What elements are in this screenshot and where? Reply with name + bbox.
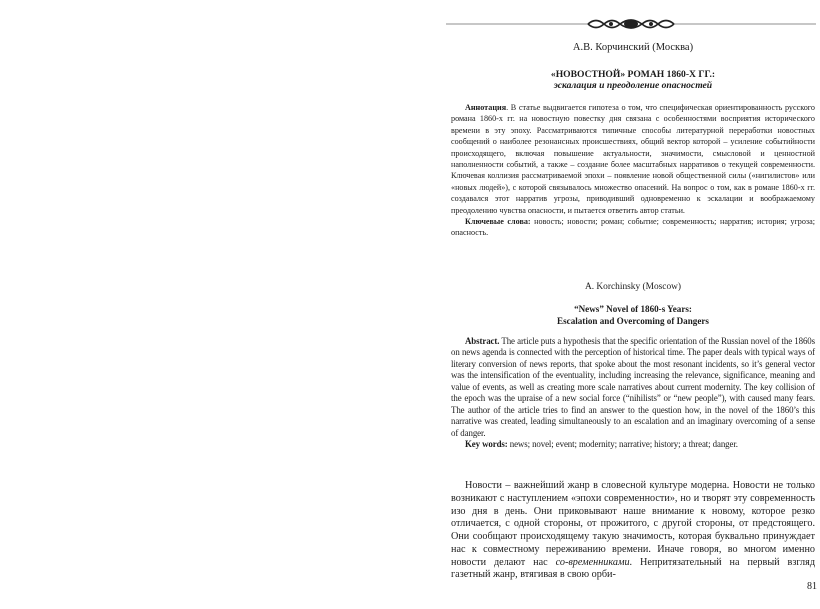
article-title-en — [451, 304, 815, 327]
article-subtitle-ru: эскалация и преодоление опасностей — [553, 80, 713, 91]
annotation-ru — [451, 102, 815, 239]
header-ornament-icon — [446, 17, 816, 31]
abstract-text: The article puts a hypothesis that the specific orientation of the Russian novel of the 1860s on news agenda is connected with the perception of historical time. The paper deals with typical ways of literary conversion of news reports, that spoke about the most resonant incidents, so it’s general vector was the intensification of the eventuality, including increasing the relevance, significance, meaning and value of events, as well as creating more scale narratives about current modernity. The key collision of the epoch was the upraise of a new social force (“nihilists” or “new people”), with caused many fears. The author of the article tries to find an answer to the question how, in the novel of the 1860’s this narrative was created, leading simultaneously to an escalation and an imaginary overcoming of a sense of danger. — [451, 336, 815, 438]
author-en: A. Korchinsky (Moscow) — [584, 282, 682, 292]
body-italic-term: со-временниками — [555, 556, 630, 568]
body-paragraph-part2: . Непритязательный на первый взгляд газетный жанр, втягивая в свою орби- — [451, 556, 815, 581]
abstract-en — [451, 336, 815, 451]
annotation-label: Аннотация — [465, 103, 507, 112]
body-paragraph-part1: Новости – важнейший жанр в словесной культуре модерна. Новости не только возникают с наступлением «эпохи современности», но и творят эту современность изо дня в день. Они приковывают наше внимание к новому, которое резко отличается, с одной стороны, от прожитого, с другой стороны, от предстоящего. Они сообщают происходящему такую значимость, которая буквально принуждает нас к совместному переживанию времени. Иначе говоря, во многом именно новости делают нас — [451, 480, 815, 568]
annotation-text: . В статье выдвигается гипотеза о том, что специфическая ориентированность русского романа 1860-х гг. на новостную повестку дня связана с особенностями восприятия исторического времени в эту эпоху. Рассматриваются типичные способы литературной переработки новостных сообщений о наиболее резонансных происшествиях, общий вектор которой – усиление событийности происходящего, включая повышение актуальности, значимости, смысловой и ценностной наполненности событий, а также – создание более масштабных нарративов о текущей современности. Ключевая коллизия рассматриваемой эпохи – появление новой общественной силы («нигилистов» или «новых людей»), с которой связывалось множество опасений. На вопрос о том, как в романе 1860-х гг. создавался этот нарратив угрозы, приводивший одновременно к эскалации и воображаемому преодолению чувства опасности, и пытается ответить автор статьи. — [451, 103, 815, 215]
author-ru: А.В. Корчинский (Москва) — [572, 42, 694, 53]
body-text — [451, 480, 815, 582]
keywords-en-label: Key words: — [465, 439, 508, 450]
keywords-ru: новость; новости; роман; событие; современность; нарратив; история; угроза; опасность. — [451, 217, 815, 238]
article-title-ru: «НОВОСТНОЙ» РОМАН 1860-Х ГГ.: — [550, 69, 716, 80]
article-title-en-line2: Escalation and Overcoming of Dangers — [557, 315, 709, 326]
abstract-label: Abstract. — [465, 336, 500, 346]
keywords-ru-label: Ключевые слова: — [465, 217, 531, 227]
keywords-en: news; novel; event; modernity; narrative; history; a threat; danger. — [507, 439, 738, 450]
journal-page — [410, 0, 820, 609]
article-title-en-line1: “News” Novel of 1860-s Years: — [574, 304, 692, 314]
page-number: 81 — [807, 581, 817, 592]
